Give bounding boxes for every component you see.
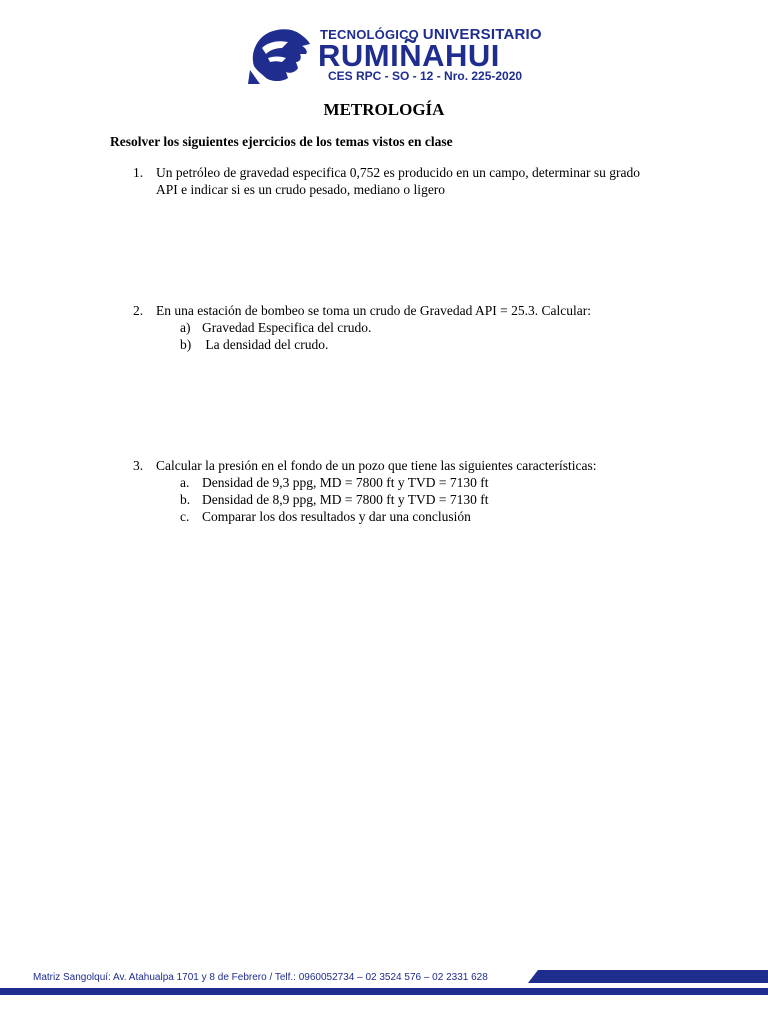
question-text: Calcular la presión en el fondo de un pozo que tiene las siguientes características:: [156, 458, 597, 473]
logo-line-ruminahui: RUMIÑAHUI: [318, 38, 500, 73]
rumiñahui-head-logo-icon: [248, 26, 314, 84]
institution-logo: [248, 24, 542, 88]
item-text: Comparar los dos resultados y dar una conclusión: [202, 509, 471, 524]
question-number: 2.: [133, 303, 144, 318]
footer-accent-bar: [528, 970, 768, 983]
item-text: La densidad del crudo.: [202, 337, 329, 352]
question-number: 3.: [133, 458, 144, 473]
item-text: Densidad de 8,9 ppg, MD = 7800 ft y TVD = 7130 ft: [202, 492, 489, 507]
instructions-heading: Resolver los siguientes ejercicios de los temas vistos en clase: [110, 134, 453, 149]
page-title: METROLOGÍA: [323, 100, 445, 119]
item-text: Gravedad Especifica del crudo.: [202, 320, 372, 335]
logo-line-ces: CES RPC - SO - 12 - Nro. 225-2020: [328, 69, 523, 83]
item-text: Densidad de 9,3 ppg, MD = 7800 ft y TVD = 7130 ft: [202, 475, 489, 490]
logo-line-tecnologico: TECNOLÓGICO UNIVERSITARIO: [320, 26, 542, 43]
item-label: c.: [180, 509, 190, 524]
question-number: 1.: [133, 165, 144, 180]
item-label: a.: [180, 475, 190, 490]
item-label: b.: [180, 492, 191, 507]
footer-address: Matriz Sangolquí: Av. Atahualpa 1701 y 8 de Febrero / Telf.: 0960052734 – 02 3524 576 – 02 2331 628: [33, 972, 488, 983]
footer-bar: [0, 988, 768, 995]
item-label: a): [180, 320, 191, 335]
item-label: b): [180, 337, 192, 352]
question-text: En una estación de bombeo se toma un crudo de Gravedad API = 25.3. Calcular:: [156, 303, 591, 318]
question-text: Un petróleo de gravedad especifica 0,752 es producido en un campo, determinar su grado API e indicar si es un crudo pesado, mediano o ligero: [156, 165, 640, 197]
